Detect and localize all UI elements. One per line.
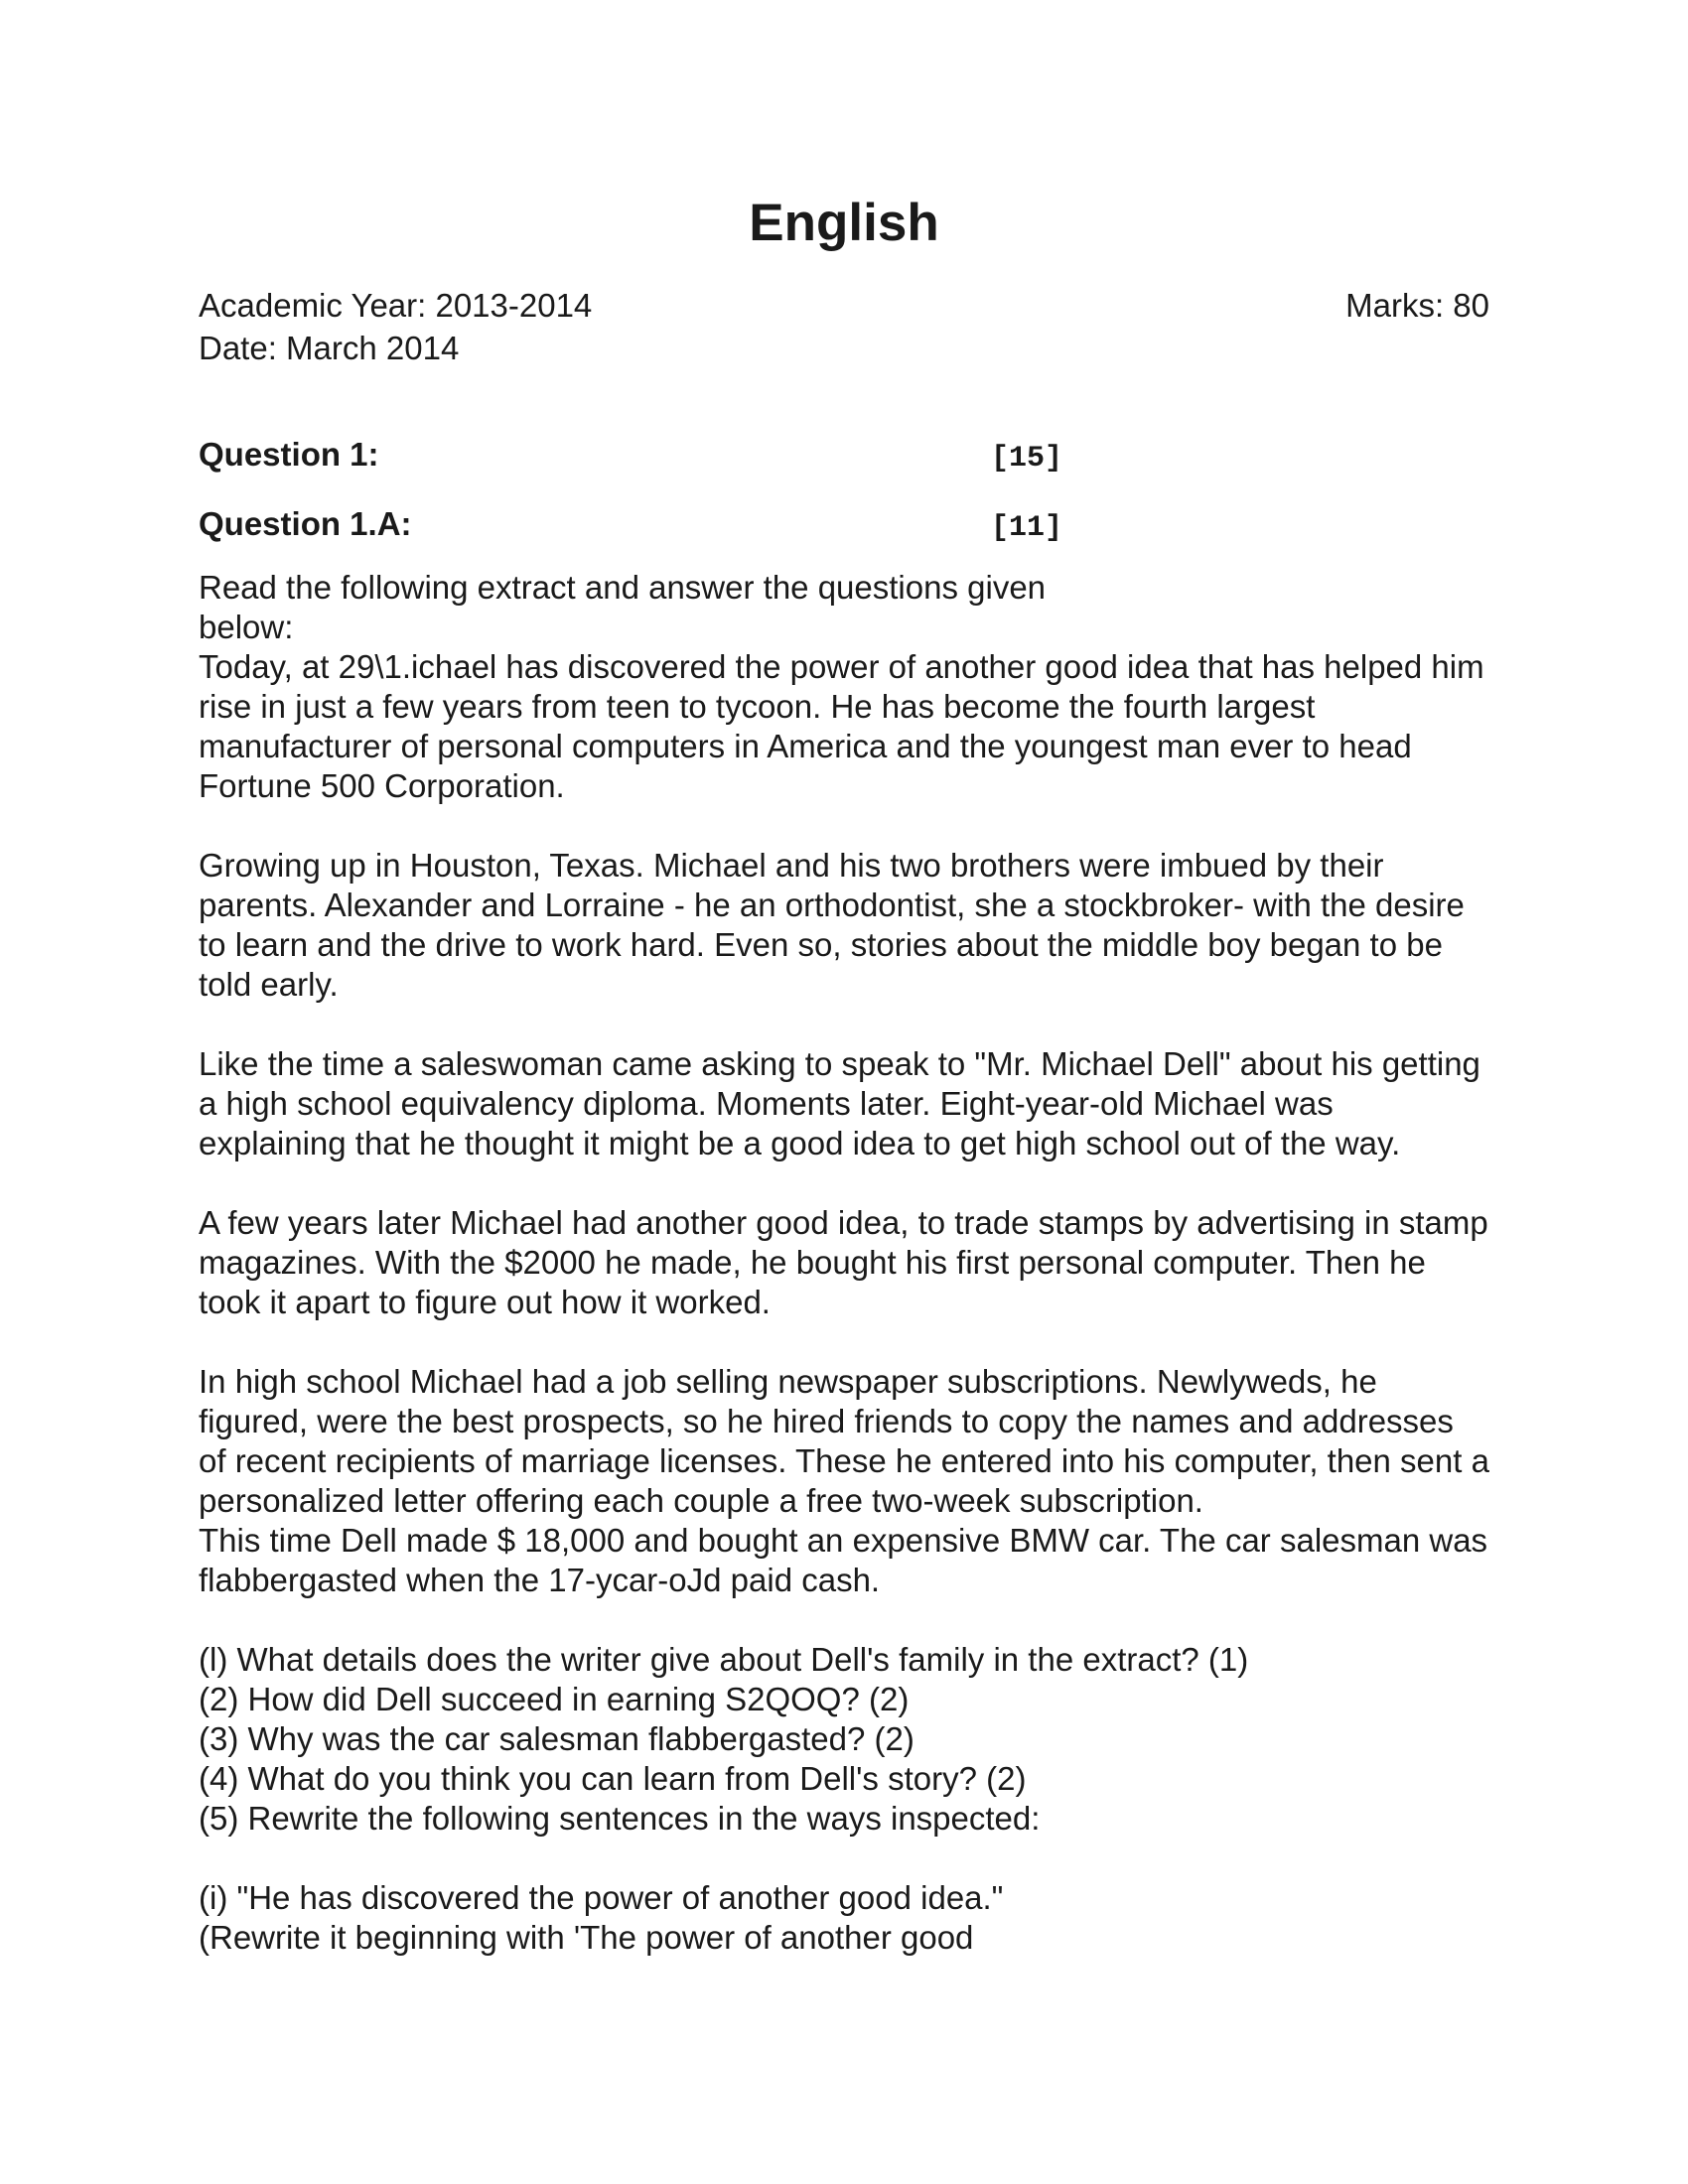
meta-row — [199, 284, 1489, 327]
total-marks: Marks: 80 — [1345, 287, 1489, 324]
extract-paragraph-6: This time Dell made $ 18,000 and bought an expensive BMW car. The car salesman was flabbergasted when the 17-ycar-oJd paid cash. — [199, 1522, 1488, 1598]
extract-paragraph-2: Growing up in Houston, Texas. Michael and his two brothers were imbued by their parents. Alexander and Lorraine - he an orthodontist, she a stockbroker- with the desire to learn and the drive to work hard. Even so, stories about the middle boy began to be told early. — [199, 847, 1465, 1003]
extract-paragraph-1: Today, at 29\1.ichael has discovered the power of another good idea that has helped him rise in just a few years from teen to tycoon. He has become the fourth largest manufacturer of personal computers in America and the youngest man ever to head Fortune 500 Corporation. — [199, 648, 1484, 804]
extract-paragraph-5: In high school Michael had a job selling newspaper subscriptions. Newlyweds, he figured, were the best prospects, so he hired friends to copy the names and addresses of recent recipients of marriage licenses. These he entered into his computer, then sent a personalized letter offering each couple a free two-week subscription. — [199, 1363, 1489, 1519]
extract-paragraph-3: Like the time a saleswoman came asking to speak to "Mr. Michael Dell" about his getting a high school equivalency diploma. Moments later. Eight-year-old Michael was explaining that he thought it might be a good idea to get high school out of the way. — [199, 1045, 1480, 1161]
exam-date: Date: March 2014 — [199, 330, 460, 366]
rewrite-item-1: (i) "He has discovered the power of another good idea." — [199, 1879, 1004, 1916]
instruction-text: Read the following extract and answer the questions given below: — [199, 569, 1047, 645]
question-1a-heading — [199, 502, 1062, 550]
question-1-title: Question 1: — [199, 436, 379, 473]
document-page — [199, 189, 1489, 1958]
academic-year: Academic Year: 2013-2014 — [199, 287, 593, 324]
question-1a-marks: [11] — [990, 511, 1062, 545]
sub-question-5: (5) Rewrite the following sentences in the ways inspected: — [199, 1800, 1041, 1837]
sub-question-2: (2) How did Dell succeed in earning S2QOQ? (2) — [199, 1681, 910, 1717]
question-1-heading — [199, 433, 1062, 480]
extract-paragraph-4: A few years later Michael had another good idea, to trade stamps by advertising in stamp magazines. With the $2000 he made, he bought his first personal computer. Then he took it apart to figure out how it worked. — [199, 1204, 1488, 1320]
question-1-marks: [15] — [990, 442, 1062, 476]
question-1a-title: Question 1.A: — [199, 505, 412, 542]
sub-question-1: (l) What details does the writer give about Dell's family in the extract? (1) — [199, 1641, 1249, 1678]
rewrite-instruction-1: (Rewrite it beginning with 'The power of another good — [199, 1919, 974, 1956]
page-title: English — [749, 194, 939, 252]
sub-question-3: (3) Why was the car salesman flabbergasted? (2) — [199, 1720, 914, 1757]
sub-questions — [199, 1640, 1489, 1958]
sub-question-4: (4) What do you think you can learn from Dell's story? (2) — [199, 1760, 1027, 1797]
